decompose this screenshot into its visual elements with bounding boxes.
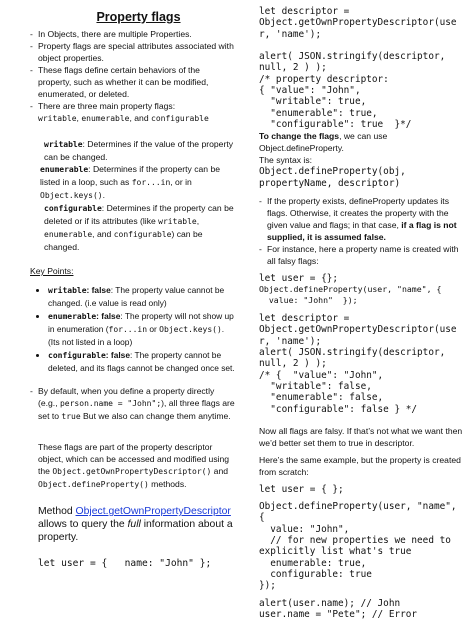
syntax-label: The syntax is:	[259, 155, 313, 166]
key-point-enumerable: • enumerable: false: The property will not show up in enumeration (for...in or Object.keys(). (Its not listed in a loop)	[48, 310, 235, 348]
intro-line-4: - There are three main property flags: writable, enumerable, and configurable	[30, 100, 235, 125]
left-column	[30, 6, 235, 569]
method-paragraph: Method Object.getOwnPropertyDescriptor allows to query the full information about a property.	[38, 506, 233, 543]
key-point-writable: • writable: false: The property value cannot be changed. (i.e value is read only)	[48, 284, 235, 309]
default-paragraph: - By default, when you define a property directly (e.g., person.name = "John";), all three flags are set to true But we also can change them anytime.	[30, 385, 235, 423]
code-block-2a: let user = {};	[259, 272, 339, 284]
bottom-code: let user = { name: "John" };	[38, 558, 212, 569]
same-example-paragraph: Here’s the same example, but the property is created from scratch:	[259, 454, 461, 477]
key-points-list	[30, 284, 235, 374]
code-block-2b: Object.defineProperty(user, "name", { value: "John" });	[259, 284, 442, 305]
code-block-4b: Object.defineProperty(user, "name", { value: "John", // for new properties we need to explicitly list what's true enumerable: true, configurable: true });	[259, 501, 457, 592]
intro-line-2: - Property flags are special attributes associated with object properties.	[30, 40, 235, 64]
page-title: Property flags	[96, 10, 181, 24]
right-column	[259, 6, 465, 620]
code-block-5: alert(user.name); // John user.name = "Pete"; // Error	[259, 597, 418, 620]
def-writable: writable: Determines if the value of the property can be changed.	[44, 139, 233, 162]
def-configurable: configurable: Determines if the property can be deleted or if its attributes (like writable, enumerable, and configurable) can be changed.	[44, 203, 234, 252]
intro-line-1: - In Objects, there are multiple Properties.	[30, 28, 235, 40]
syntax-code: Object.defineProperty(obj, propertyName, descriptor)	[259, 166, 406, 189]
getownpropertydescriptor-link[interactable]: Object.getOwnPropertyDescriptor	[75, 506, 231, 517]
key-point-configurable: • configurable: false: The property cannot be deleted, and its flags cannot be changed once set.	[48, 349, 235, 374]
code-block-3: let descriptor = Object.getOwnPropertyDescriptor(use r, 'name'); alert( JSON.stringify(descriptor, null, 2 ) ); /* { "value": "John", "writable": false, "enumerable": false, "configurable": false } */	[259, 313, 457, 415]
define-note: To change the flags, we can use Object.defineProperty.	[259, 131, 388, 154]
descriptor-paragraph: These flags are part of the property descriptor object, which can be accessed and modified using the Object.getOwnPropertyDescriptor() and Object.defineProperty() methods.	[38, 442, 230, 489]
instance-paragraph: - For instance, here a property name is created with all falsy flags:	[259, 243, 465, 267]
falsy-paragraph: Now all flags are falsy. If that’s not what we want then we’d better set them to true in descriptor.	[259, 425, 463, 448]
intro-line-3: - These flags define certain behaviors of the property, such as whether it can be modified, enumerated, or deleted.	[30, 64, 235, 100]
code-block-1: let descriptor = Object.getOwnPropertyDescriptor(use r, 'name'); alert( JSON.stringify(descriptor, null, 2 ) ); /* property descriptor: { "value": "John", "writable": true, "enumerable": true, "configurable": true }*/	[259, 6, 457, 130]
def-enumerable: enumerable: Determines if the property can be listed in a loop, such as for...in, or in Object.keys().	[40, 164, 221, 200]
exists-paragraph: - If the property exists, defineProperty updates its flags. Otherwise, it creates the property with the given value and flags; in that case, if a flag is not supplied, it is assumed false.	[259, 195, 465, 243]
code-block-4a: let user = { };	[259, 483, 344, 495]
key-points-title: Key Points:	[30, 266, 74, 276]
